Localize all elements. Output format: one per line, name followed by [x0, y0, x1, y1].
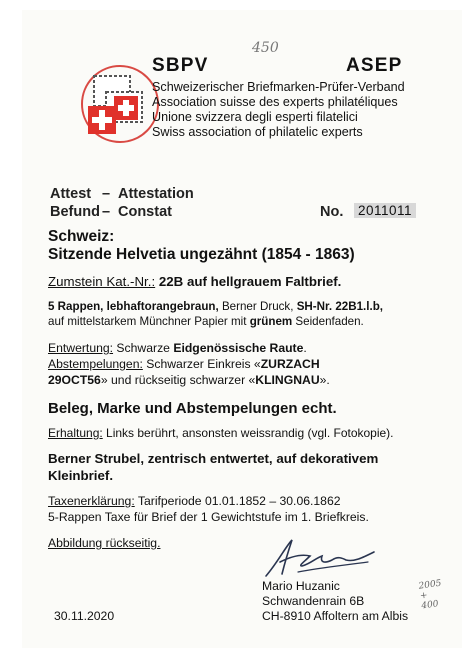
erhaltung-line [48, 426, 394, 440]
expert-city: CH-8910 Affoltern am Albis [262, 609, 409, 623]
abbildung-note: Abbildung rückseitig. [48, 536, 161, 550]
certificate-sheet [22, 10, 462, 648]
org-line-en: Swiss association of philatelic experts [152, 125, 363, 139]
entwertung-a: Schwarze [113, 341, 174, 355]
country-heading: Schweiz: [48, 228, 115, 245]
taxe-line-1 [48, 494, 341, 508]
abst2-b: » und rückseitig schwarzer « [100, 373, 256, 387]
handwritten-side-note: 2005 + 400 [418, 578, 443, 612]
desc-line-2 [48, 315, 364, 328]
certificate-date: 30.11.2020 [54, 609, 115, 623]
desc2-end: Seidenfaden. [292, 315, 364, 328]
entwertung-label: Entwertung: [48, 341, 114, 355]
desc1-sh: SH-Nr. 22B1.l.b, [296, 300, 384, 313]
remark-line-1: Berner Strubel, zentrisch entwertet, auf dekorativem [48, 451, 379, 466]
attest-label: Attest [50, 186, 92, 202]
befund-label: Befund [50, 204, 100, 220]
taxe-text: Tarifperiode 01.01.1852 – 30.06.1862 [134, 494, 341, 508]
catalog-line [48, 274, 341, 289]
taxe-label: Taxenerklärung: [48, 494, 135, 508]
desc-line-1 [48, 300, 383, 313]
catalog-value: 22B auf hellgrauem Faltbrief. [158, 274, 342, 289]
abstempelung-line-2 [48, 373, 330, 387]
desc1-plain: Berner Druck, [218, 300, 297, 313]
item-title: Sitzende Helvetia ungezähnt (1854 - 1863) [48, 246, 355, 263]
catalog-label: Zumstein Kat.-Nr.: [48, 274, 156, 289]
genuine-statement: Beleg, Marke und Abstempelungen echt. [48, 400, 337, 417]
attest-dash: – [102, 186, 111, 202]
abst2-d: ». [319, 373, 330, 387]
cert-number-label: No. [320, 204, 344, 220]
brand-sbpv: SBPV [152, 55, 209, 76]
abst-a: Schwarzer Einkreis « [142, 357, 261, 371]
expert-signature [258, 532, 378, 582]
cert-number-box [354, 202, 416, 220]
expert-street: Schwandenrain 6B [262, 594, 365, 608]
brand-asep: ASEP [346, 55, 403, 76]
entwertung-b: Eidgenössische Raute [173, 341, 304, 355]
remark-line-2: Kleinbrief. [48, 468, 114, 483]
desc1-bold: 5 Rappen, lebhaftorangebraun, [48, 300, 219, 313]
abst-b: ZURZACH [260, 357, 320, 371]
entwertung-line [48, 341, 307, 355]
abst2-c: KLINGNAU [255, 373, 320, 387]
handwritten-top-note: 450 [252, 40, 279, 56]
erhaltung-label: Erhaltung: [48, 426, 103, 440]
org-line-de: Schweizerischer Briefmarken-Prüfer-Verband [152, 80, 405, 94]
org-line-it: Unione svizzera degli esperti filatelici [152, 110, 358, 124]
cert-number-value: 2011011 [354, 203, 416, 218]
abst2-a: 29OCT56 [48, 373, 101, 387]
desc2-plain: auf mittelstarkem Münchner Papier mit [48, 315, 250, 328]
erhaltung-text: Links berührt, ansonsten weissrandig (vgl. Fotokopie). [102, 426, 394, 440]
taxe-line-2: 5-Rappen Taxe für Brief der 1 Gewichtstufe im 1. Briefkreis. [48, 510, 369, 524]
befund-dash: – [102, 204, 111, 220]
entwertung-c: . [303, 341, 307, 355]
desc2-bold: grünem [249, 315, 293, 328]
constat-label: Constat [118, 204, 172, 220]
expert-name: Mario Huzanic [262, 579, 340, 593]
abst-label: Abstempelungen: [48, 357, 143, 371]
attestation-label: Attestation [118, 186, 194, 202]
abstempelung-line-1 [48, 357, 320, 371]
org-line-fr: Association suisse des experts philatéliques [152, 95, 398, 109]
